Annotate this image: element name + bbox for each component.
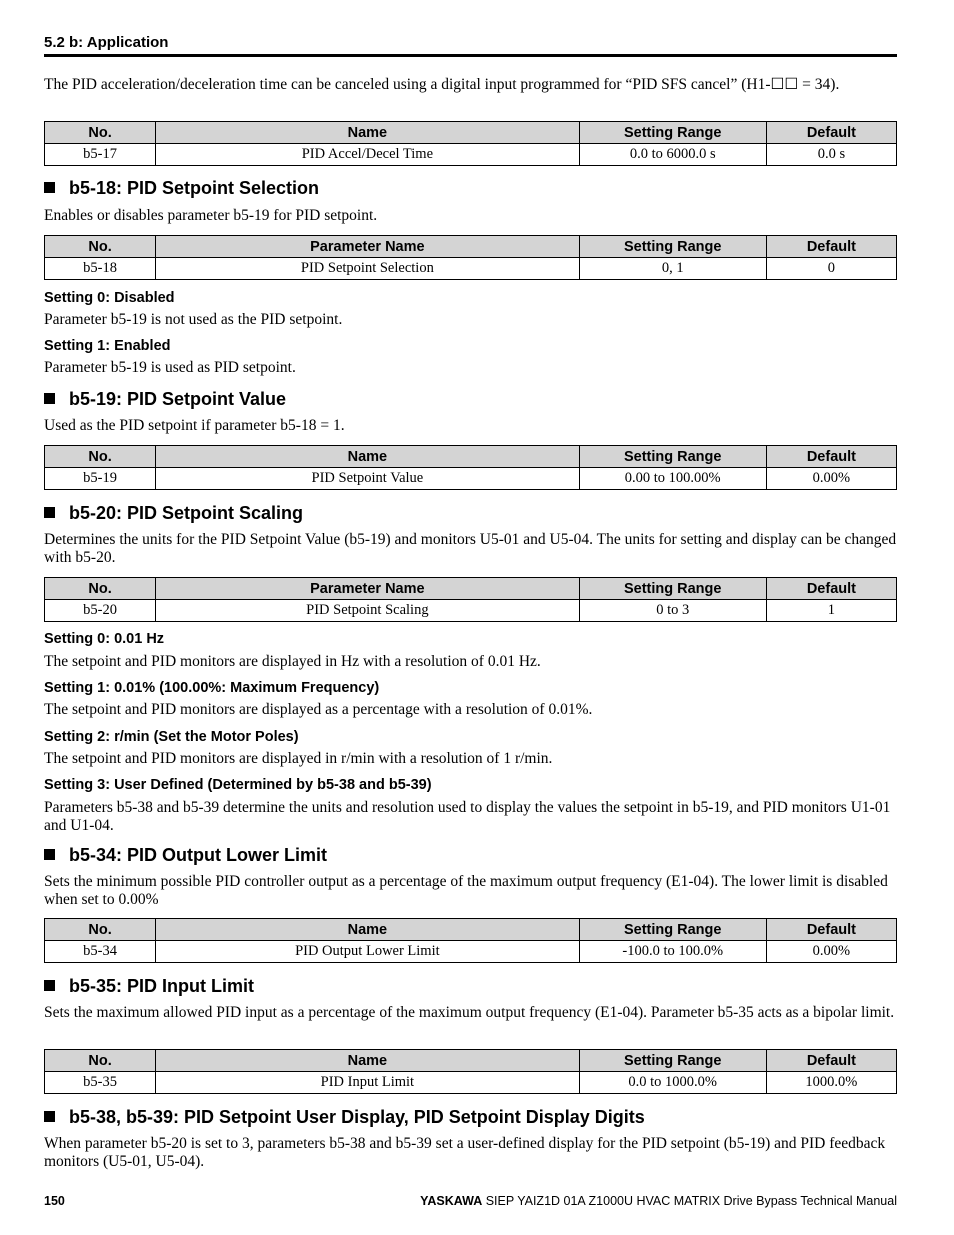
setting-1-text: Parameter b5-19 is used as PID setpoint. [44,359,296,376]
square-bullet-icon [44,1111,55,1122]
cell-default: 0.0 s [766,144,896,166]
b5-19-description: Used as the PID setpoint if parameter b5-18 = 1. [44,417,345,434]
scaling-setting-1-text: The setpoint and PID monitors are displayed as a percentage with a resolution of 0.01%. [44,701,593,718]
col-header-setting-range: Setting Range [579,919,766,941]
scaling-setting-2-text: The setpoint and PID monitors are displayed in r/min with a resolution of 1 r/min. [44,750,553,767]
scaling-setting-3-text: Parameters b5-38 and b5-39 determine the units and resolution used to display the values the setpoint in b5-19, and PID monitors U1-01 and U1-04. [44,799,891,834]
scaling-setting-0-heading: Setting 0: 0.01 Hz [44,631,165,647]
heading-text: b5-35: PID Input Limit [69,976,255,996]
scaling-setting-0-text: The setpoint and PID monitors are displayed in Hz with a resolution of 0.01 Hz. [44,653,541,670]
cell-setting-range: 0 to 3 [579,600,766,622]
param-table-b5-19 [44,445,897,490]
section-heading-b5-20 [44,503,897,524]
setting-0-text: Parameter b5-19 is not used as the PID setpoint. [44,311,343,328]
b5-35-description: Sets the maximum allowed PID input as a percentage of the maximum output frequency (E1-04). Parameter b5-35 acts as a bipolar limit. [44,1004,895,1021]
square-bullet-icon [44,507,55,518]
heading-text: b5-20: PID Setpoint Scaling [69,503,304,523]
cell-no: b5-19 [45,468,156,490]
section-heading-b5-18 [44,178,897,199]
cell-name: PID Output Lower Limit [156,941,579,963]
section-header: 5.2 b: Application [44,34,169,51]
table-header-row [45,122,897,144]
setting-1-heading: Setting 1: Enabled [44,338,171,354]
col-header-no: No. [45,122,156,144]
square-bullet-icon [44,182,55,193]
heading-text: b5-34: PID Output Lower Limit [69,845,328,865]
col-header-default: Default [766,919,896,941]
cell-name: PID Input Limit [156,1072,579,1094]
col-header-no: No. [45,446,156,468]
param-table-b5-35 [44,1049,897,1094]
cell-setting-range: 0.0 to 6000.0 s [579,144,766,166]
col-header-setting-range: Setting Range [579,578,766,600]
col-header-no: No. [45,578,156,600]
param-table-b5-20 [44,577,897,622]
col-header-setting-range: Setting Range [579,122,766,144]
intro-paragraph: The PID acceleration/deceleration time can be canceled using a digital input programmed for “PID SFS cancel” (H1-☐☐ = 34). [44,76,840,93]
cell-default: 1000.0% [766,1072,896,1094]
col-header-parameter-name: Parameter Name [156,578,579,600]
b5-18-description: Enables or disables parameter b5-19 for PID setpoint. [44,207,378,224]
col-header-setting-range: Setting Range [579,1050,766,1072]
col-header-parameter-name: Parameter Name [156,236,579,258]
scaling-setting-2-heading: Setting 2: r/min (Set the Motor Poles) [44,729,299,745]
col-header-default: Default [766,1050,896,1072]
heading-text: b5-19: PID Setpoint Value [69,389,287,409]
cell-no: b5-34 [45,941,156,963]
cell-no: b5-20 [45,600,156,622]
col-header-setting-range: Setting Range [579,446,766,468]
scaling-setting-1-heading: Setting 1: 0.01% (100.00%: Maximum Frequency) [44,680,380,696]
col-header-default: Default [766,122,896,144]
cell-setting-range: 0, 1 [579,258,766,280]
param-table-b5-18 [44,235,897,280]
table-row [45,1072,897,1094]
section-heading-b5-34 [44,845,897,866]
col-header-no: No. [45,1050,156,1072]
col-header-default: Default [766,578,896,600]
b5-38-description: When parameter b5-20 is set to 3, parameters b5-38 and b5-39 set a user-defined display for the PID setpoint (b5-19) and PID feedback monitors (U5-01, U5-04). [44,1135,886,1170]
page-footer [44,1194,897,1208]
cell-default: 0 [766,258,896,280]
col-header-name: Name [156,919,579,941]
cell-default: 0.00% [766,468,896,490]
cell-no: b5-17 [45,144,156,166]
param-table-b5-17 [44,121,897,166]
col-header-name: Name [156,1050,579,1072]
cell-name: PID Setpoint Value [156,468,579,490]
col-header-setting-range: Setting Range [579,236,766,258]
table-row [45,258,897,280]
section-heading-b5-35 [44,976,897,997]
table-row [45,468,897,490]
table-header-row [45,919,897,941]
cell-setting-range: -100.0 to 100.0% [579,941,766,963]
heading-text: b5-38, b5-39: PID Setpoint User Display, PID Setpoint Display Digits [69,1107,645,1127]
col-header-no: No. [45,236,156,258]
setting-0-heading: Setting 0: Disabled [44,290,175,306]
square-bullet-icon [44,980,55,991]
cell-no: b5-35 [45,1072,156,1094]
cell-name: PID Setpoint Scaling [156,600,579,622]
param-table-b5-34 [44,918,897,963]
table-row [45,144,897,166]
table-header-row [45,578,897,600]
col-header-no: No. [45,919,156,941]
table-header-row [45,236,897,258]
manual-name: SIEP YAIZ1D 01A Z1000U HVAC MATRIX Drive Bypass Technical Manual [482,1194,897,1208]
page-number: 150 [44,1194,65,1208]
col-header-name: Name [156,122,579,144]
cell-default: 0.00% [766,941,896,963]
cell-name: PID Accel/Decel Time [156,144,579,166]
cell-default: 1 [766,600,896,622]
b5-34-description: Sets the minimum possible PID controller output as a percentage of the maximum output frequency (E1-04). The lower limit is disabled when set to 0.00% [44,873,888,908]
table-row [45,941,897,963]
section-heading-b5-19 [44,389,897,410]
cell-setting-range: 0.00 to 100.00% [579,468,766,490]
col-header-default: Default [766,236,896,258]
table-row [45,600,897,622]
col-header-name: Name [156,446,579,468]
cell-setting-range: 0.0 to 1000.0% [579,1072,766,1094]
square-bullet-icon [44,849,55,860]
scaling-setting-3-heading: Setting 3: User Defined (Determined by b5-38 and b5-39) [44,777,432,793]
cell-name: PID Setpoint Selection [156,258,579,280]
header-rule [44,54,897,57]
b5-20-description: Determines the units for the PID Setpoint Value (b5-19) and monitors U5-01 and U5-04. The units for setting and display can be changed with b5-20. [44,531,897,566]
table-header-row [45,1050,897,1072]
cell-no: b5-18 [45,258,156,280]
manual-title [420,1194,897,1208]
col-header-default: Default [766,446,896,468]
heading-text: b5-18: PID Setpoint Selection [69,178,320,198]
table-header-row [45,446,897,468]
square-bullet-icon [44,393,55,404]
brand-name: YASKAWA [420,1194,483,1208]
section-heading-b5-38-b5-39 [44,1107,897,1128]
